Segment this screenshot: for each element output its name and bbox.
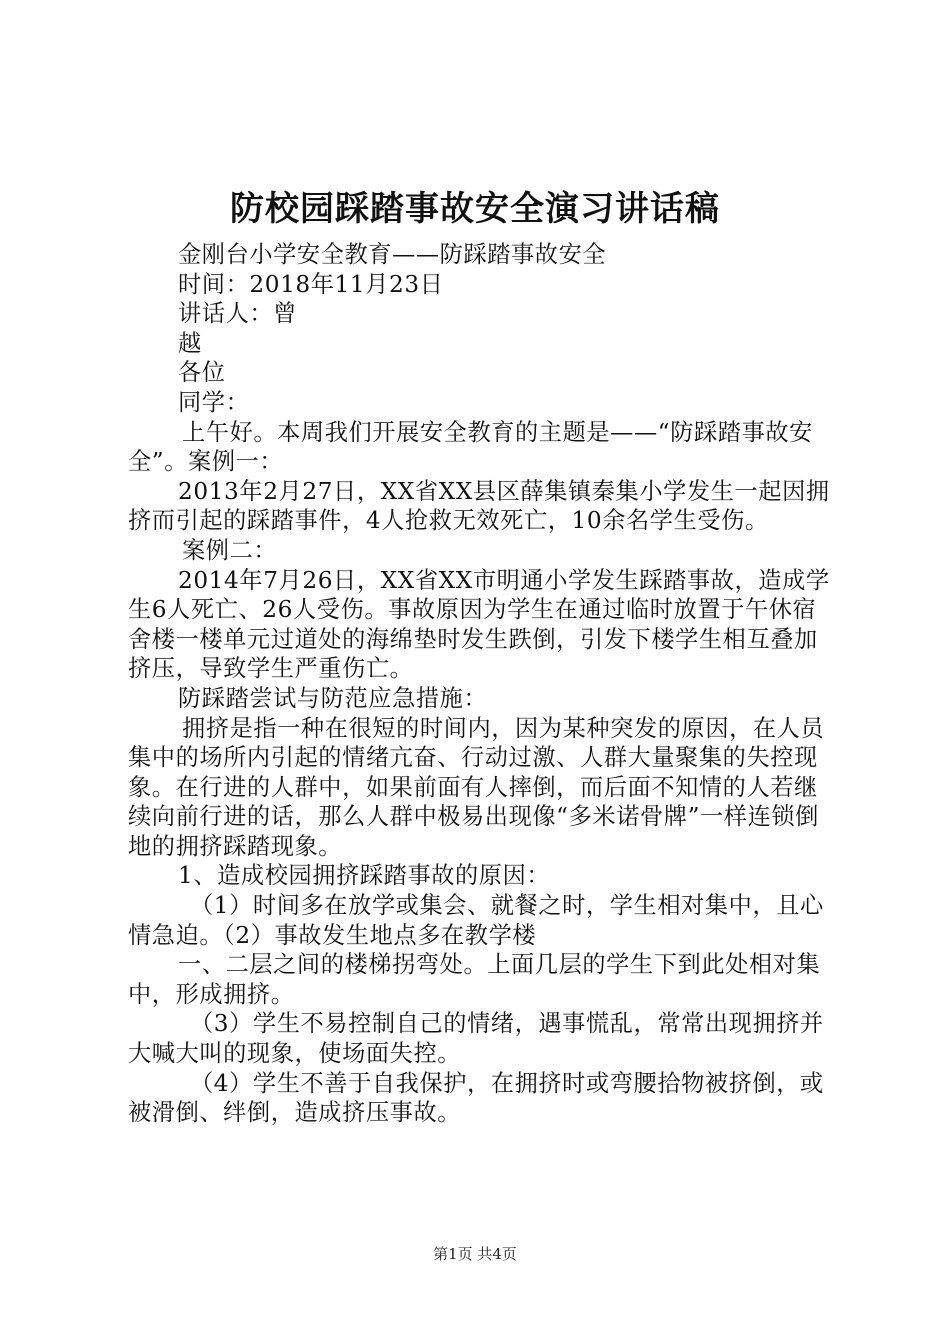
paragraph-intro: 上午好。本周我们开展安全教育的主题是——“防踩踏事故安全”。案例一： bbox=[128, 418, 813, 476]
paragraph-case-1: 2013年2月27日，XX省XX县区薛集镇秦集小学发生一起因拥挤而引起的踩踏事件，4人抢救无效死亡，10余名学生受伤。 bbox=[128, 477, 830, 535]
paragraph-cause-3: （3）学生不易控制自己的情绪，遇事慌乱，常常出现拥挤并大喊大叫的现象，使场面失控。 bbox=[128, 1010, 824, 1068]
header-line-school: 金刚台小学安全教育——防踩踏事故安全 bbox=[178, 241, 607, 268]
paragraph-case-2: 2014年7月26日，XX省XX市明通小学发生踩踏事故，造成学生6人死亡、26人受伤。事故原因为学生在通过临时放置于午休宿舍楼一楼单元过道处的海绵垫时发生跌倒，引发下楼学生相互叠加挤压，导致学生严重伤亡。 bbox=[128, 566, 830, 683]
paragraph-case-2-heading: 案例二： bbox=[182, 536, 278, 564]
header-line-speaker: 讲话人：曾 bbox=[178, 300, 297, 328]
header-line-speaker-name: 越 bbox=[178, 329, 202, 357]
paragraph-crowding-definition: 拥挤是指一种在很短的时间内，因为某种突发的原因，在人员集中的场所内引起的情绪亢奋、行动过激、人群大量聚集的失控现象。在行进的人群中，如果前面有人摔倒，而后面不知情的人若继续向前行进的话，那么人群中极易出现像“多米诺骨牌”一样连锁倒地的拥挤踩踏现象。 bbox=[128, 714, 825, 860]
header-line-time: 时间：2018年11月23日 bbox=[178, 270, 444, 298]
paragraph-measures-heading: 防踩踏尝试与防范应急措施： bbox=[178, 684, 488, 712]
paragraph-cause-4: （4）学生不善于自我保护，在拥挤时或弯腰拾物被挤倒，或被滑倒、绊倒，造成挤压事故。 bbox=[128, 1069, 824, 1127]
paragraph-causes-heading: 1、造成校园拥挤踩踏事故的原因： bbox=[178, 862, 551, 890]
document-body bbox=[128, 240, 833, 1128]
header-line-greeting-1: 各位 bbox=[178, 359, 226, 387]
header-line-greeting-2: 同学： bbox=[178, 388, 250, 416]
document-title: 防校园踩踏事故安全演习讲话稿 bbox=[230, 189, 720, 229]
page-footer: 第1页 共4页 bbox=[433, 1245, 517, 1263]
paragraph-cause-1-2: （1）时间多在放学或集会、就餐之时，学生相对集中，且心情急迫。（2）事故发生地点多在教学楼 bbox=[128, 892, 824, 949]
paragraph-cause-location: 一、二层之间的楼梯拐弯处。上面几层的学生下到此处相对集中，形成拥挤。 bbox=[128, 951, 821, 1008]
